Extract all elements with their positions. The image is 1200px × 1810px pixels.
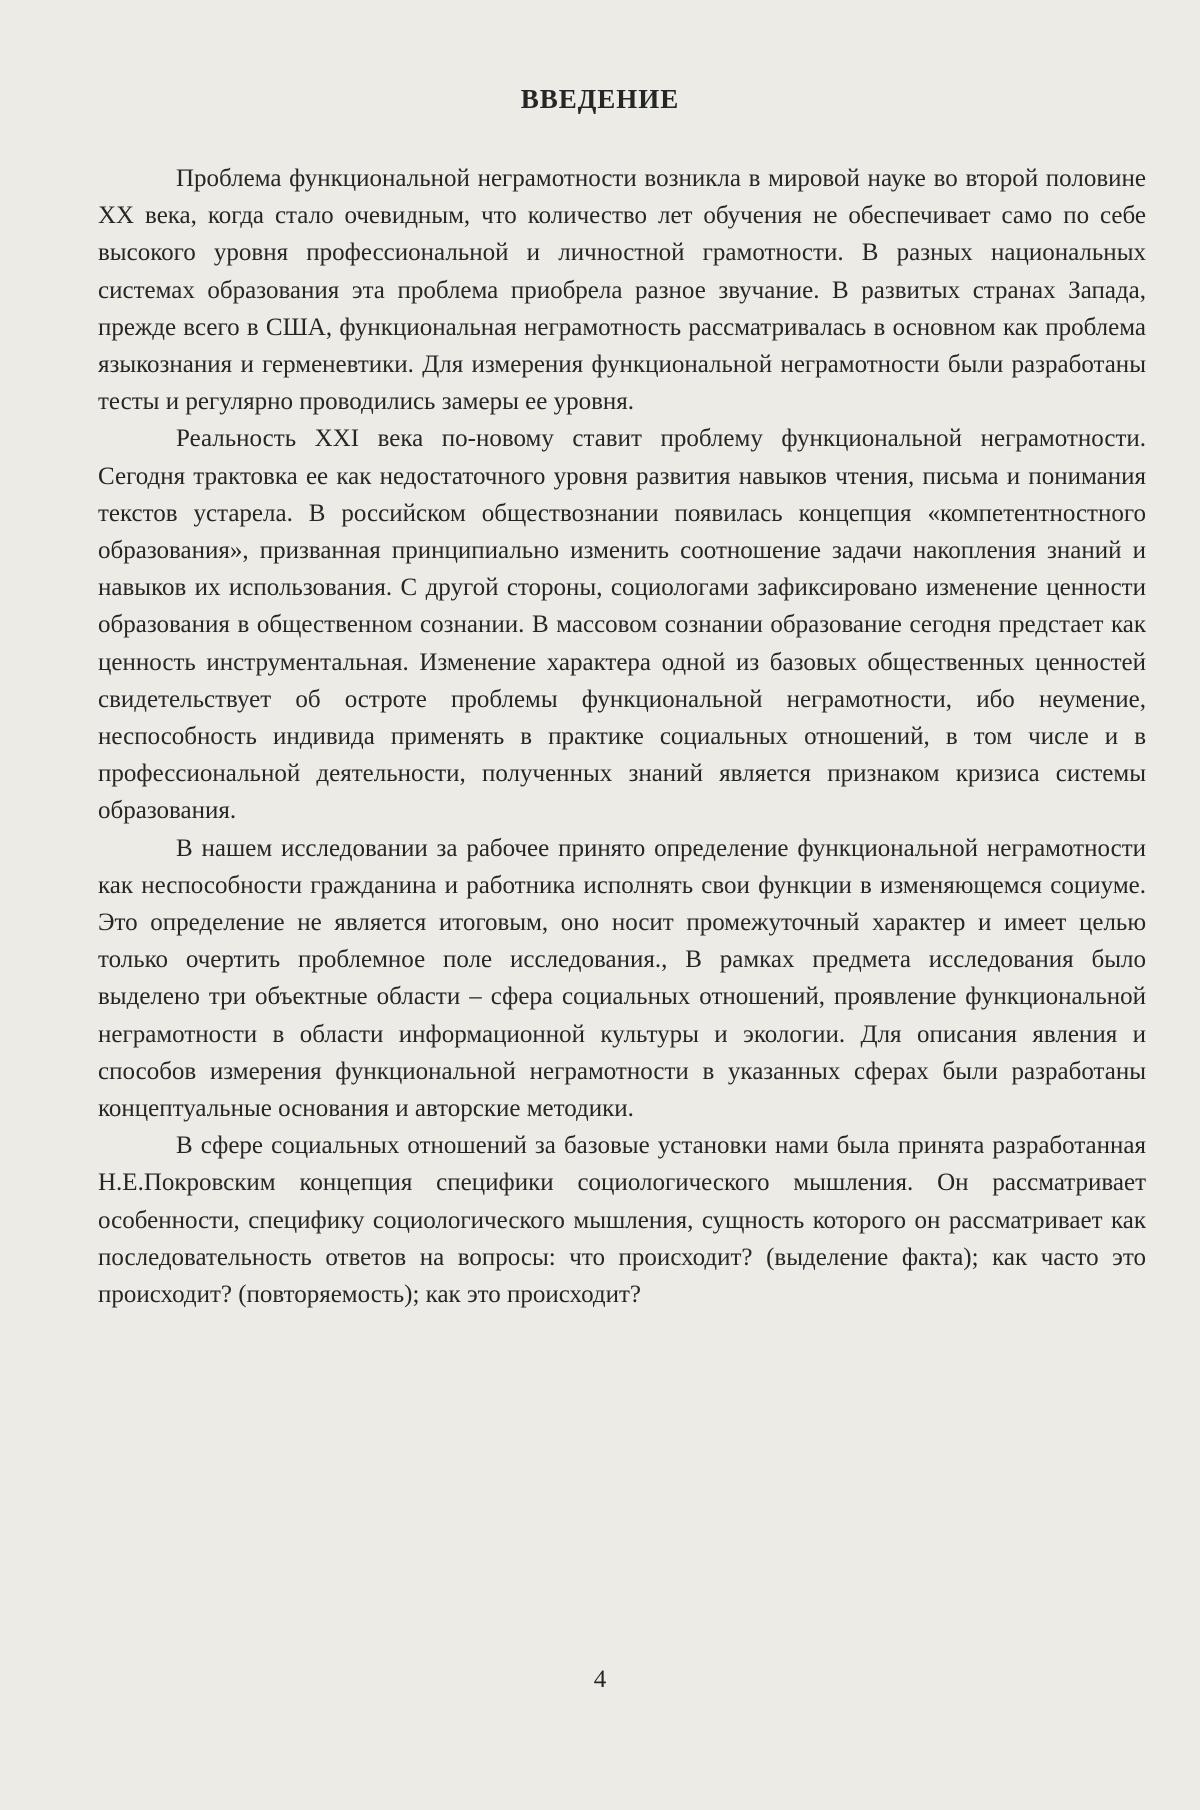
- paragraph-1: Проблема функциональной неграмотности возникла в мировой науке во второй половине XX века, когда стало очевидным, что количество лет обучения не обеспечивает само по себе высокого уровня профессиональной и личностной грамотности. В разных национальных системах образования эта проблема приобрела разное звучание. В развитых странах Запада, прежде всего в США, функциональная неграмотность рассматривалась в основном как проблема языкознания и герменевтики. Для измерения функциональной неграмотности были разработаны тесты и регулярно проводились замеры ее уровня.: [98, 165, 1146, 416]
- body-text: [98, 160, 1146, 1313]
- paragraph-2: Реальность XXI века по-новому ставит проблему функциональной неграмотности. Сегодня трактовка ее как недостаточного уровня развития навыков чтения, письма и понимания текстов устарела. В российском обществознании появилась концепция «компетентностного образования», призванная принципиально изменить соотношение задачи накопления знаний и навыков их использования. С другой стороны, социологами зафиксировано изменение ценности образования в общественном сознании. В массовом сознании образование сегодня предстает как ценность инструментальная. Изменение характера одной из базовых общественных ценностей свидетельствует об остроте проблемы функциональной неграмотности, ибо неумение, неспособность индивида применять в практике социальных отношений, в том числе и в профессиональной деятельности, полученных знаний является признаком кризиса системы образования.: [98, 425, 1146, 825]
- paragraph-3: В нашем исследовании за рабочее принято определение функциональной неграмотности как неспособности гражданина и работника исполнять свои функции в изменяющемся социуме. Это определение не является итоговым, оно носит промежуточный характер и имеет целью только очертить проблемное поле исследования., В рамках предмета исследования было выделено три объектные области – сфера социальных отношений, проявление функциональной неграмотности в области информационной культуры и экологии. Для описания явления и способов измерения функциональной неграмотности в указанных сферах были разработаны концептуальные основания и авторские методики.: [98, 834, 1146, 1123]
- page-number: 4: [593, 1666, 607, 1693]
- section-title: ВВЕДЕНИЕ: [520, 84, 680, 114]
- paragraph-4: В сфере социальных отношений за базовые установки нами была принята разработанная Н.Е.Покровским концепция специфики социологического мышления. Он рассматривает особенности, специфику социологического мышления, сущность которого он рассматривает как последовательность ответов на вопросы: что происходит? (выделение факта); как часто это происходит? (повторяемость); как это происходит?: [98, 1132, 1146, 1309]
